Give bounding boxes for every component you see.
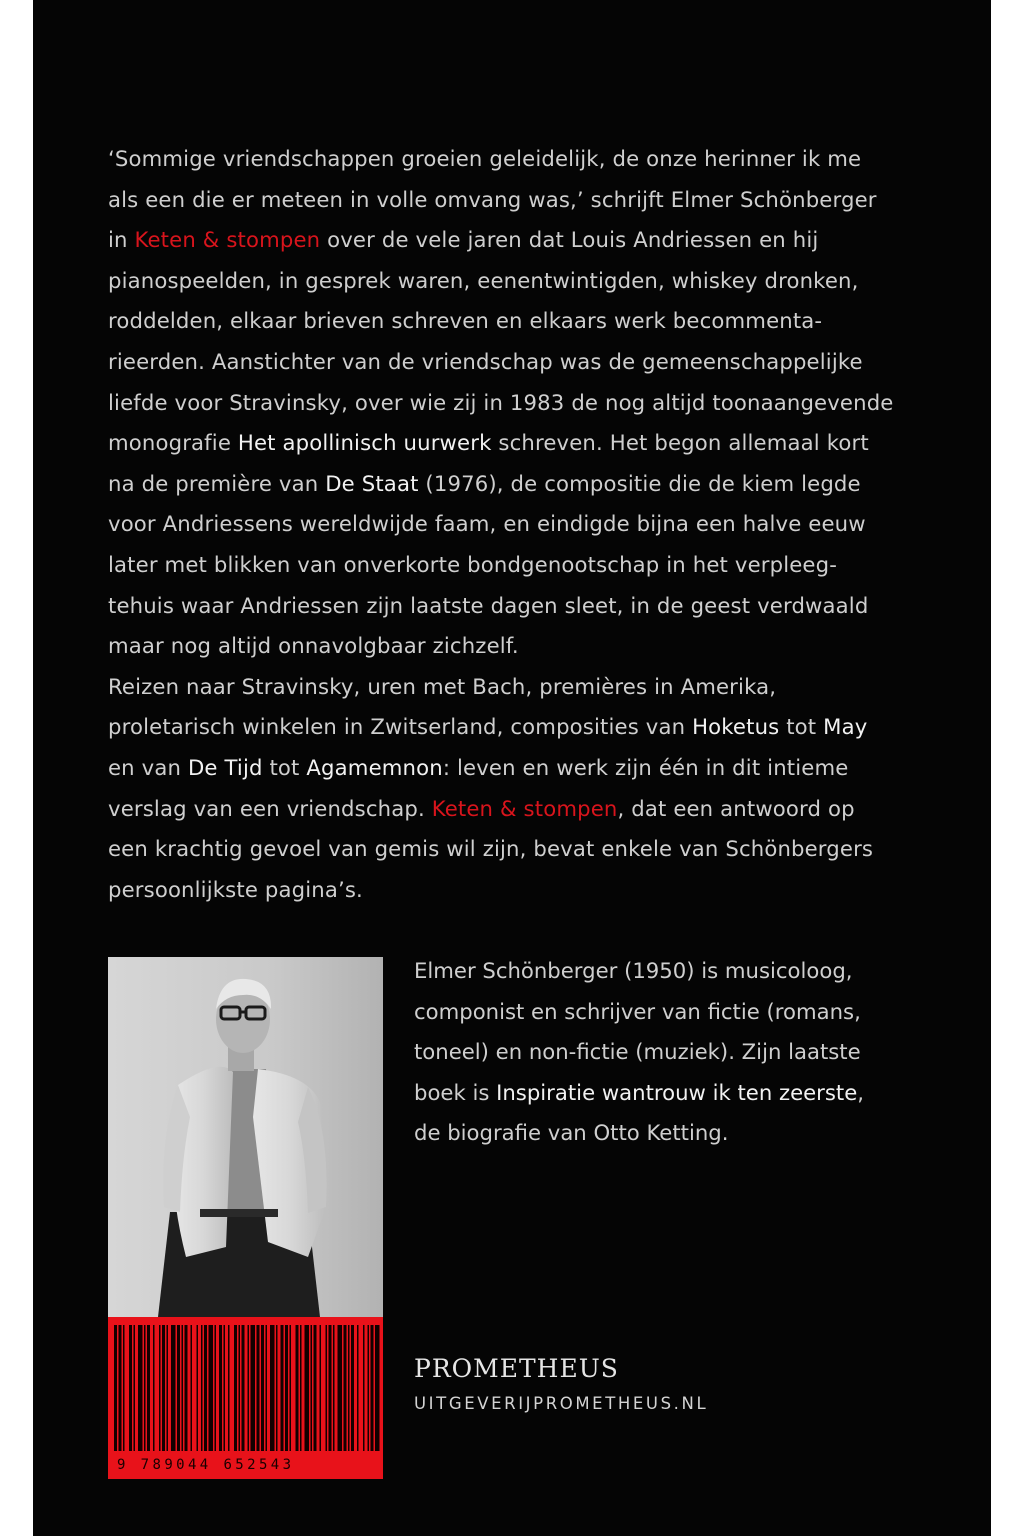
barcode-bar — [134, 1325, 136, 1451]
book-title-red: Keten & stompen — [134, 227, 321, 253]
barcode — [108, 1317, 383, 1479]
barcode-bar — [375, 1325, 380, 1451]
barcode-bar — [204, 1325, 207, 1451]
bio-line — [414, 1032, 934, 1073]
text-segment: , dat een antwoord op — [617, 795, 855, 821]
barcode-bar — [147, 1325, 150, 1451]
barcode-bar — [333, 1325, 335, 1451]
barcode-bar — [144, 1325, 146, 1451]
barcode-bar — [129, 1325, 132, 1451]
text-segment: na de première van — [108, 470, 326, 496]
author-photo — [108, 957, 383, 1317]
author-bio — [414, 951, 934, 1154]
blurb-line — [108, 504, 928, 545]
blurb-line — [108, 707, 928, 748]
text-segment: verslag van een vriendschap. — [108, 795, 432, 821]
barcode-bar — [270, 1325, 275, 1451]
text-segment: roddelden, elkaar brieven schreven en elkaars werk becommenta- — [108, 308, 823, 334]
publisher-logo: PROMETHEUS — [414, 1354, 619, 1383]
blurb-line — [108, 748, 928, 789]
text-segment: tehuis waar Andriessen zijn laatste dagen sleet, in de geest verdwaald — [108, 592, 869, 618]
text-segment: proletarisch winkelen in Zwitserland, composities van — [108, 714, 693, 740]
text-segment: de biografie van Otto Ketting. — [414, 1120, 729, 1146]
text-segment: in — [108, 227, 135, 253]
text-segment: ‘Sommige vriendschappen groeien geleidelijk, de onze herinner ik me — [108, 146, 862, 171]
isbn-number: 9 789044 652543 — [117, 1457, 379, 1473]
barcode-bar — [159, 1325, 161, 1451]
barcode-bar — [224, 1325, 226, 1451]
blurb-line — [108, 870, 928, 911]
barcode-bar — [344, 1325, 347, 1451]
barcode-bar — [329, 1325, 332, 1451]
barcode-bar — [300, 1325, 302, 1451]
text-segment: en van — [108, 754, 188, 780]
blurb-line — [108, 139, 928, 180]
text-segment: maar nog altijd onnavolgbaar zichzelf. — [108, 633, 519, 659]
text-segment: later met blikken van onverkorte bondgenootschap in het verpleeg- — [108, 551, 838, 577]
bio-line — [414, 1113, 934, 1154]
bio-line — [414, 1073, 934, 1114]
barcode-bar — [314, 1325, 317, 1451]
barcode-bar — [261, 1325, 264, 1451]
barcode-bar — [114, 1325, 117, 1451]
barcode-bar — [209, 1325, 214, 1451]
author-portrait-image — [108, 957, 383, 1317]
text-segment: toneel) en non-fictie (muziek). Zijn laatste — [414, 1039, 861, 1065]
barcode-bar — [290, 1325, 292, 1451]
bio-line — [414, 992, 934, 1033]
barcode-bar — [138, 1325, 143, 1451]
work-title: Inspiratie wantrouw ik ten zeerste — [496, 1079, 858, 1105]
text-segment: persoonlijkste pagina’s. — [108, 876, 363, 902]
barcode-bar — [177, 1325, 180, 1451]
barcode-bar — [239, 1325, 241, 1451]
text-segment: : leven en werk zijn één in dit intieme — [442, 754, 849, 780]
text-segment: , — [857, 1079, 865, 1105]
text-segment: tot — [262, 754, 307, 780]
text-segment: pianospeelden, in gesprek waren, eenentwintigden, whiskey dronken, — [108, 267, 859, 293]
text-segment: componist en schrijver van fictie (romans, — [414, 998, 861, 1024]
work-title: Het apollinisch uurwerk — [237, 430, 492, 456]
barcode-bars — [108, 1317, 383, 1479]
work-title: De Staat — [325, 470, 419, 496]
text-segment: liefde voor Stravinsky, over wie zij in 1983 de nog altijd toonaangevende — [108, 389, 894, 415]
barcode-bar — [167, 1325, 169, 1451]
barcode-bar — [251, 1325, 256, 1451]
work-title: De Tijd — [187, 754, 263, 780]
barcode-bar — [234, 1325, 237, 1451]
blurb-line — [108, 261, 928, 302]
text-segment: boek is — [414, 1079, 497, 1105]
barcode-bar — [182, 1325, 184, 1451]
work-title: Hoketus — [692, 714, 780, 740]
barcode-bar — [228, 1325, 230, 1451]
text-segment: Elmer Schönberger (1950) is musicoloog, — [414, 958, 853, 983]
barcode-bar — [348, 1325, 350, 1451]
blurb-line — [108, 626, 928, 667]
barcode-bar — [305, 1325, 310, 1451]
publisher-url: UITGEVERIJPROMETHEUS.NL — [414, 1394, 709, 1413]
blurb-line — [108, 220, 928, 261]
barcode-bar — [338, 1325, 343, 1451]
text-segment: tot — [779, 714, 824, 740]
barcode-bar — [171, 1325, 176, 1451]
barcode-bar — [320, 1325, 322, 1451]
text-segment: voor Andriessens wereldwijde faam, en eindigde bijna een halve eeuw — [108, 511, 866, 537]
barcode-bar — [311, 1325, 313, 1451]
book-title-red: Keten & stompen — [431, 795, 618, 821]
blurb-line — [108, 545, 928, 586]
barcode-bar — [219, 1325, 222, 1451]
text-segment: schreven. Het begon allemaal kort — [491, 430, 869, 456]
barcode-bar — [248, 1325, 250, 1451]
barcode-bar — [285, 1325, 288, 1451]
barcode-bar — [162, 1325, 165, 1451]
barcode-bar — [153, 1325, 155, 1451]
barcode-bar — [119, 1325, 122, 1451]
text-segment: een krachtig gevoel van gemis wil zijn, bevat enkele van Schönbergers — [108, 836, 874, 862]
blurb-line — [108, 667, 928, 708]
bio-line — [414, 951, 934, 992]
blurb-line — [108, 180, 928, 221]
barcode-bar — [197, 1325, 199, 1451]
text-segment: monografie — [108, 430, 238, 456]
barcode-bar — [281, 1325, 284, 1451]
barcode-bar — [123, 1325, 125, 1451]
blurb-line — [108, 383, 928, 424]
barcode-bar — [201, 1325, 203, 1451]
text-segment: als een die er meteen in volle omvang was,’ schrijft Elmer Schönberger — [108, 186, 877, 212]
barcode-bar — [185, 1325, 188, 1451]
barcode-bar — [215, 1325, 217, 1451]
barcode-bar — [326, 1325, 328, 1451]
barcode-bar — [363, 1325, 365, 1451]
barcode-bar — [276, 1325, 278, 1451]
work-title: May — [823, 714, 868, 740]
barcode-bar — [257, 1325, 260, 1451]
barcode-bar — [266, 1325, 268, 1451]
barcode-bar — [242, 1325, 245, 1451]
barcode-bar — [371, 1325, 374, 1451]
barcode-bar — [368, 1325, 370, 1451]
text-segment: Reizen naar Stravinsky, uren met Bach, premières in Amerika, — [108, 673, 777, 699]
blurb-line — [108, 829, 928, 870]
barcode-bar — [296, 1325, 299, 1451]
text-segment: rieerden. Aanstichter van de vriendschap was de gemeenschappelijke — [108, 348, 863, 374]
blurb-line — [108, 464, 928, 505]
text-segment: (1976), de compositie die de kiem legde — [418, 470, 861, 496]
barcode-bar — [351, 1325, 354, 1451]
text-segment: over de vele jaren dat Louis Andriessen en hij — [320, 227, 819, 253]
work-title: Agamemnon — [306, 754, 443, 780]
blurb-line — [108, 342, 928, 383]
barcode-bar — [357, 1325, 359, 1451]
blurb-text — [108, 139, 928, 910]
barcode-bar — [191, 1325, 193, 1451]
blurb-line — [108, 789, 928, 830]
blurb-line — [108, 586, 928, 627]
blurb-line — [108, 423, 928, 464]
blurb-line — [108, 301, 928, 342]
